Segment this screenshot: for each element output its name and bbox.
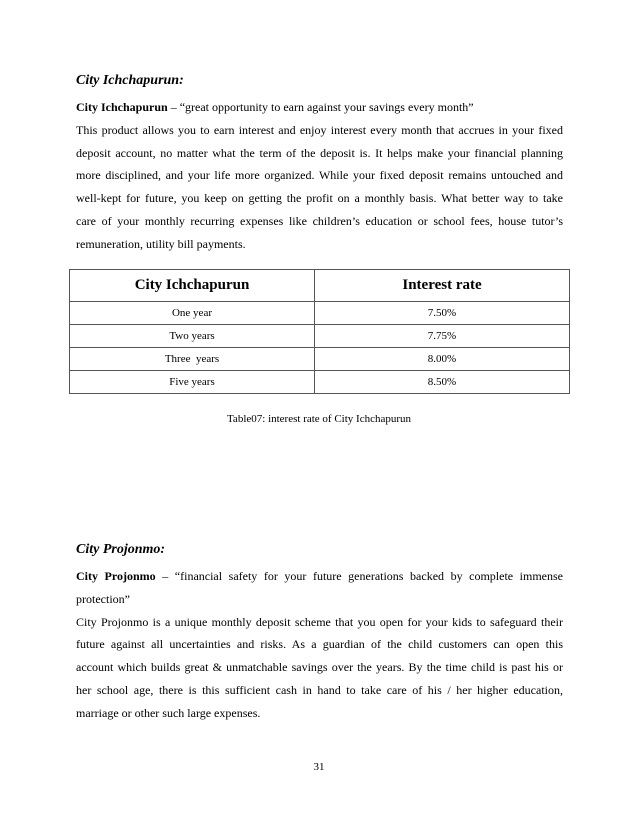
table-header-rate: Interest rate [315,270,570,302]
paragraph-line: marriage or other such large expenses. [76,705,261,720]
section-heading-ichchapurun: City Ichchapurun: [76,73,184,88]
table-header-row [70,270,570,302]
tagline-product-name: City Projonmo [76,569,156,583]
table-cell-rate: 7.75% [315,325,570,348]
table-cell-rate: 7.50% [315,302,570,325]
tagline-text: – “great opportunity to earn against your savings every month” [167,100,474,114]
table-cell-term: Two years [70,325,315,348]
paragraph-line: City Projonmo is a unique monthly deposit scheme that you open for your kids to safeguard their [76,614,563,629]
tagline-text: – “financial safety for your future generations backed by complete immense [155,569,563,583]
table-row [70,325,570,348]
table-cell-rate: 8.50% [315,371,570,394]
ichchapurun-tagline [76,96,563,119]
paragraph-line: care of your monthly recurring expenses like children’s education or school fees, house tutor’s [76,213,563,228]
paragraph-line: This product allows you to earn interest and enjoy interest every month that accrues in your fixed [76,122,563,137]
paragraph-line: more disciplined, and your life more organized. While your fixed deposit remains untouched and [76,168,563,183]
paragraph-line: her school age, there is this sufficient cash in hand to take care of his / her higher education, [76,682,563,697]
paragraph-line: account which builds great & unmatchable savings over the years. By the time child is past his or [76,660,563,675]
table-row [70,302,570,325]
table-cell-term: Five years [70,371,315,394]
projonmo-description [76,565,563,725]
paragraph-line: well-kept for future, you keep on getting the profit on a monthly basis. What better way to take [76,191,563,206]
table-row [70,348,570,371]
table-cell-rate: 8.00% [315,348,570,371]
ichchapurun-description [76,96,563,256]
interest-rate-table [69,269,570,394]
paragraph-line: future against all uncertainties and risks. As a guardian of the child customers can open this [76,637,563,652]
table-cell-term: Three years [70,348,315,371]
table-row [70,371,570,394]
section-heading-projonmo: City Projonmo: [76,542,166,557]
tagline-product-name: City Ichchapurun [76,100,168,114]
paragraph-line: deposit account, no matter what the term of the deposit is. It helps make your financial planning [76,145,563,160]
projonmo-tagline [76,565,563,588]
table-caption: Table07: interest rate of City Ichchapurun [226,413,412,425]
paragraph-line: remuneration, utility bill payments. [76,236,246,251]
page-number: 31 [313,761,325,773]
tagline-text-continued: protection” [76,591,130,606]
table-cell-term: One year [70,302,315,325]
table-header-product: City Ichchapurun [70,270,315,302]
